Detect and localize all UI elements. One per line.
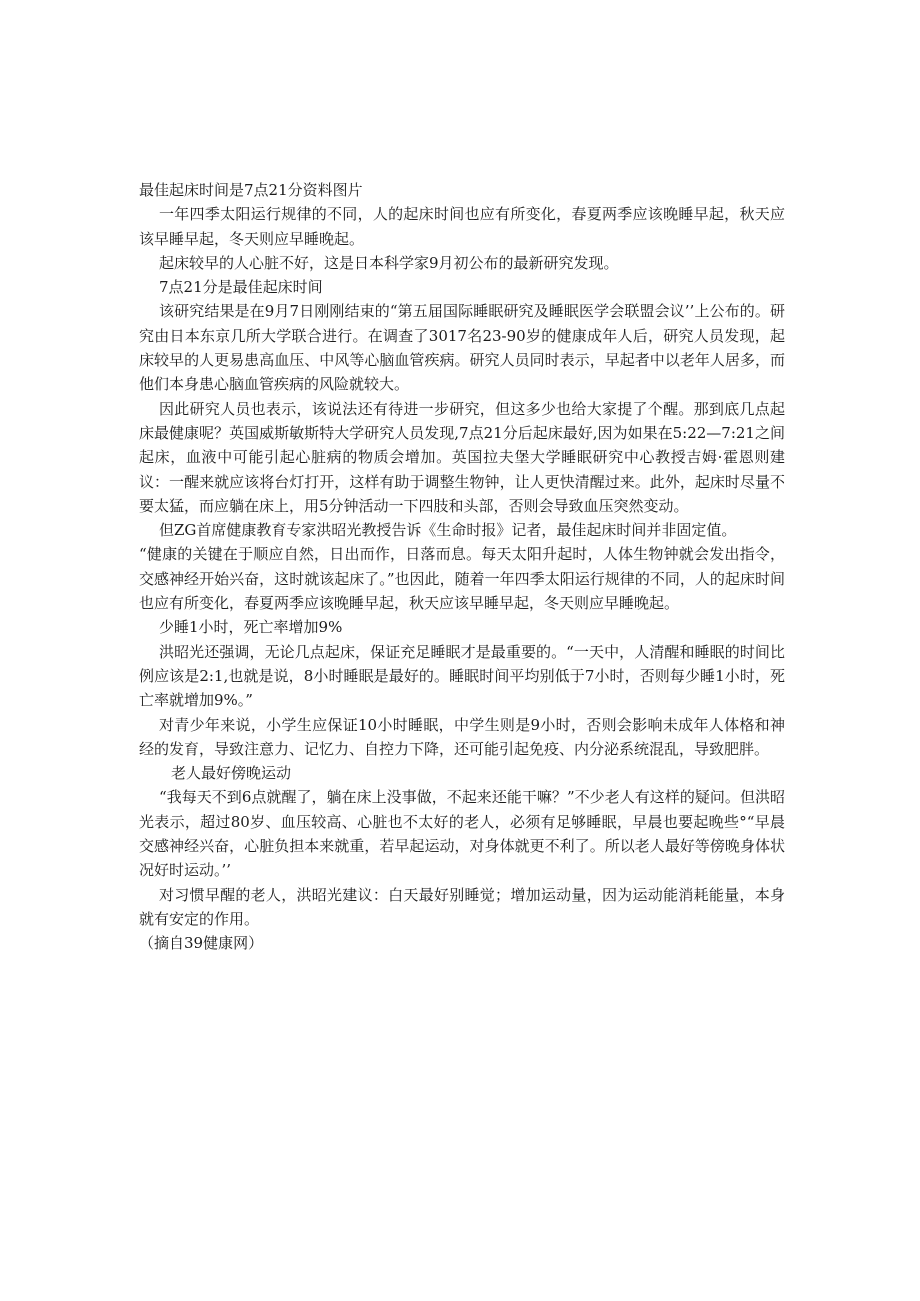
source-note: （摘自39健康网）: [139, 934, 264, 953]
paragraph-advice: 因此研究人员也表示，该说法还有待进一步研究，但这多少也给大家提了个醒。那到底几点起床最健康呢？英国威斯敏斯特大学研究人员发现,7点21分后起床最好,因为如果在5:22—7:21之间起床，血液中可能引起心脏病的物质会增加。英国拉夫堡大学睡眠研究中心教授吉姆·霍恩则建议：一醒来就应该将台灯打开，这样有助于调整生物钟，让人更快清醒过来。此外，起床时尽量不要太猛，而应躺在床上，用5分钟活动一下四肢和头部，否则会导致血压突然变动。: [139, 399, 785, 515]
paragraph-quote-nature: “健康的关键在于顺应自然，日出而作，日落而息。每天太阳升起时，人体生物钟就会发出指令，交感神经开始兴奋，这时就该起床了。”也因此，随着一年四季太阳运行规律的不同，人的起床时间也应有所变化，春夏两季应该晚睡早起，秋天应该早睡早起，冬天则应早睡晚起。: [139, 545, 785, 613]
paragraph-elderly-quote: “我每天不到6点就醒了，躺在床上没事做，不起来还能干嘛？”不少老人有这样的疑问。但洪昭光表示，超过80岁、血压较高、心脏也不太好的老人，必须有足够睡眠，早晨也要起晚些°“早晨交感神经兴奋，心脏负担本来就重，若早起运动，对身体就更不利了。所以老人最好等傍晚身体状况好时运动。’’: [139, 788, 785, 880]
paragraph-intro: 一年四季太阳运行规律的不同，人的起床时间也应有所变化，春夏两季应该晚睡早起，秋天应该早睡早起，冬天则应早睡晚起。: [139, 205, 785, 248]
section-heading-elderly: 老人最好傍晚运动: [171, 764, 292, 783]
image-caption: 最佳起床时间是7点21分资料图片: [139, 181, 363, 199]
paragraph-elderly-advice: 对习惯早醒的老人，洪昭光建议：白天最好别睡觉；增加运动量，因为运动能消耗能量，本身就有安定的作用。: [139, 885, 785, 928]
section-heading-sleep: 少睡1小时，死亡率增加9%: [159, 618, 343, 637]
paragraph-finding: 起床较早的人心脏不好，这是日本科学家9月初公布的最新研究发现。: [159, 253, 619, 272]
section-heading-best-time: 7点21分是最佳起床时间: [159, 278, 323, 297]
article-body: [139, 178, 785, 956]
paragraph-expert: 但ZG首席健康教育专家洪昭光教授告诉《生命时报》记者，最佳起床时间并非固定值。: [159, 521, 737, 540]
paragraph-sleep-ratio: 洪昭光还强调，无论几点起床，保证充足睡眠才是最重要的。“一天中，人清醒和睡眠的时间比例应该是2:1,也就是说，8小时睡眠是最好的。睡眠时间平均别低于7小时，否则每少睡1小时，死亡率就增加9%。”: [139, 642, 785, 710]
paragraph-youth: 对青少年来说，小学生应保证10小时睡眠，中学生则是9小时，否则会影响未成年人体格和神经的发育，导致注意力、记忆力、自控力下降，还可能引起免疫、内分泌系统混乱，导致肥胖。: [139, 715, 785, 758]
paragraph-study: 该研究结果是在9月7日刚刚结束的“第五届国际睡眠研究及睡眠医学会联盟会议’’上公布的。研究由日本东京几所大学联合进行。在调查了3017名23-90岁的健康成年人后，研究人员发现，起床较早的人更易患高血压、中风等心脑血管疾病。研究人员同时表示，早起者中以老年人居多，而他们本身患心脑血管疾病的风险就较大。: [139, 302, 785, 394]
